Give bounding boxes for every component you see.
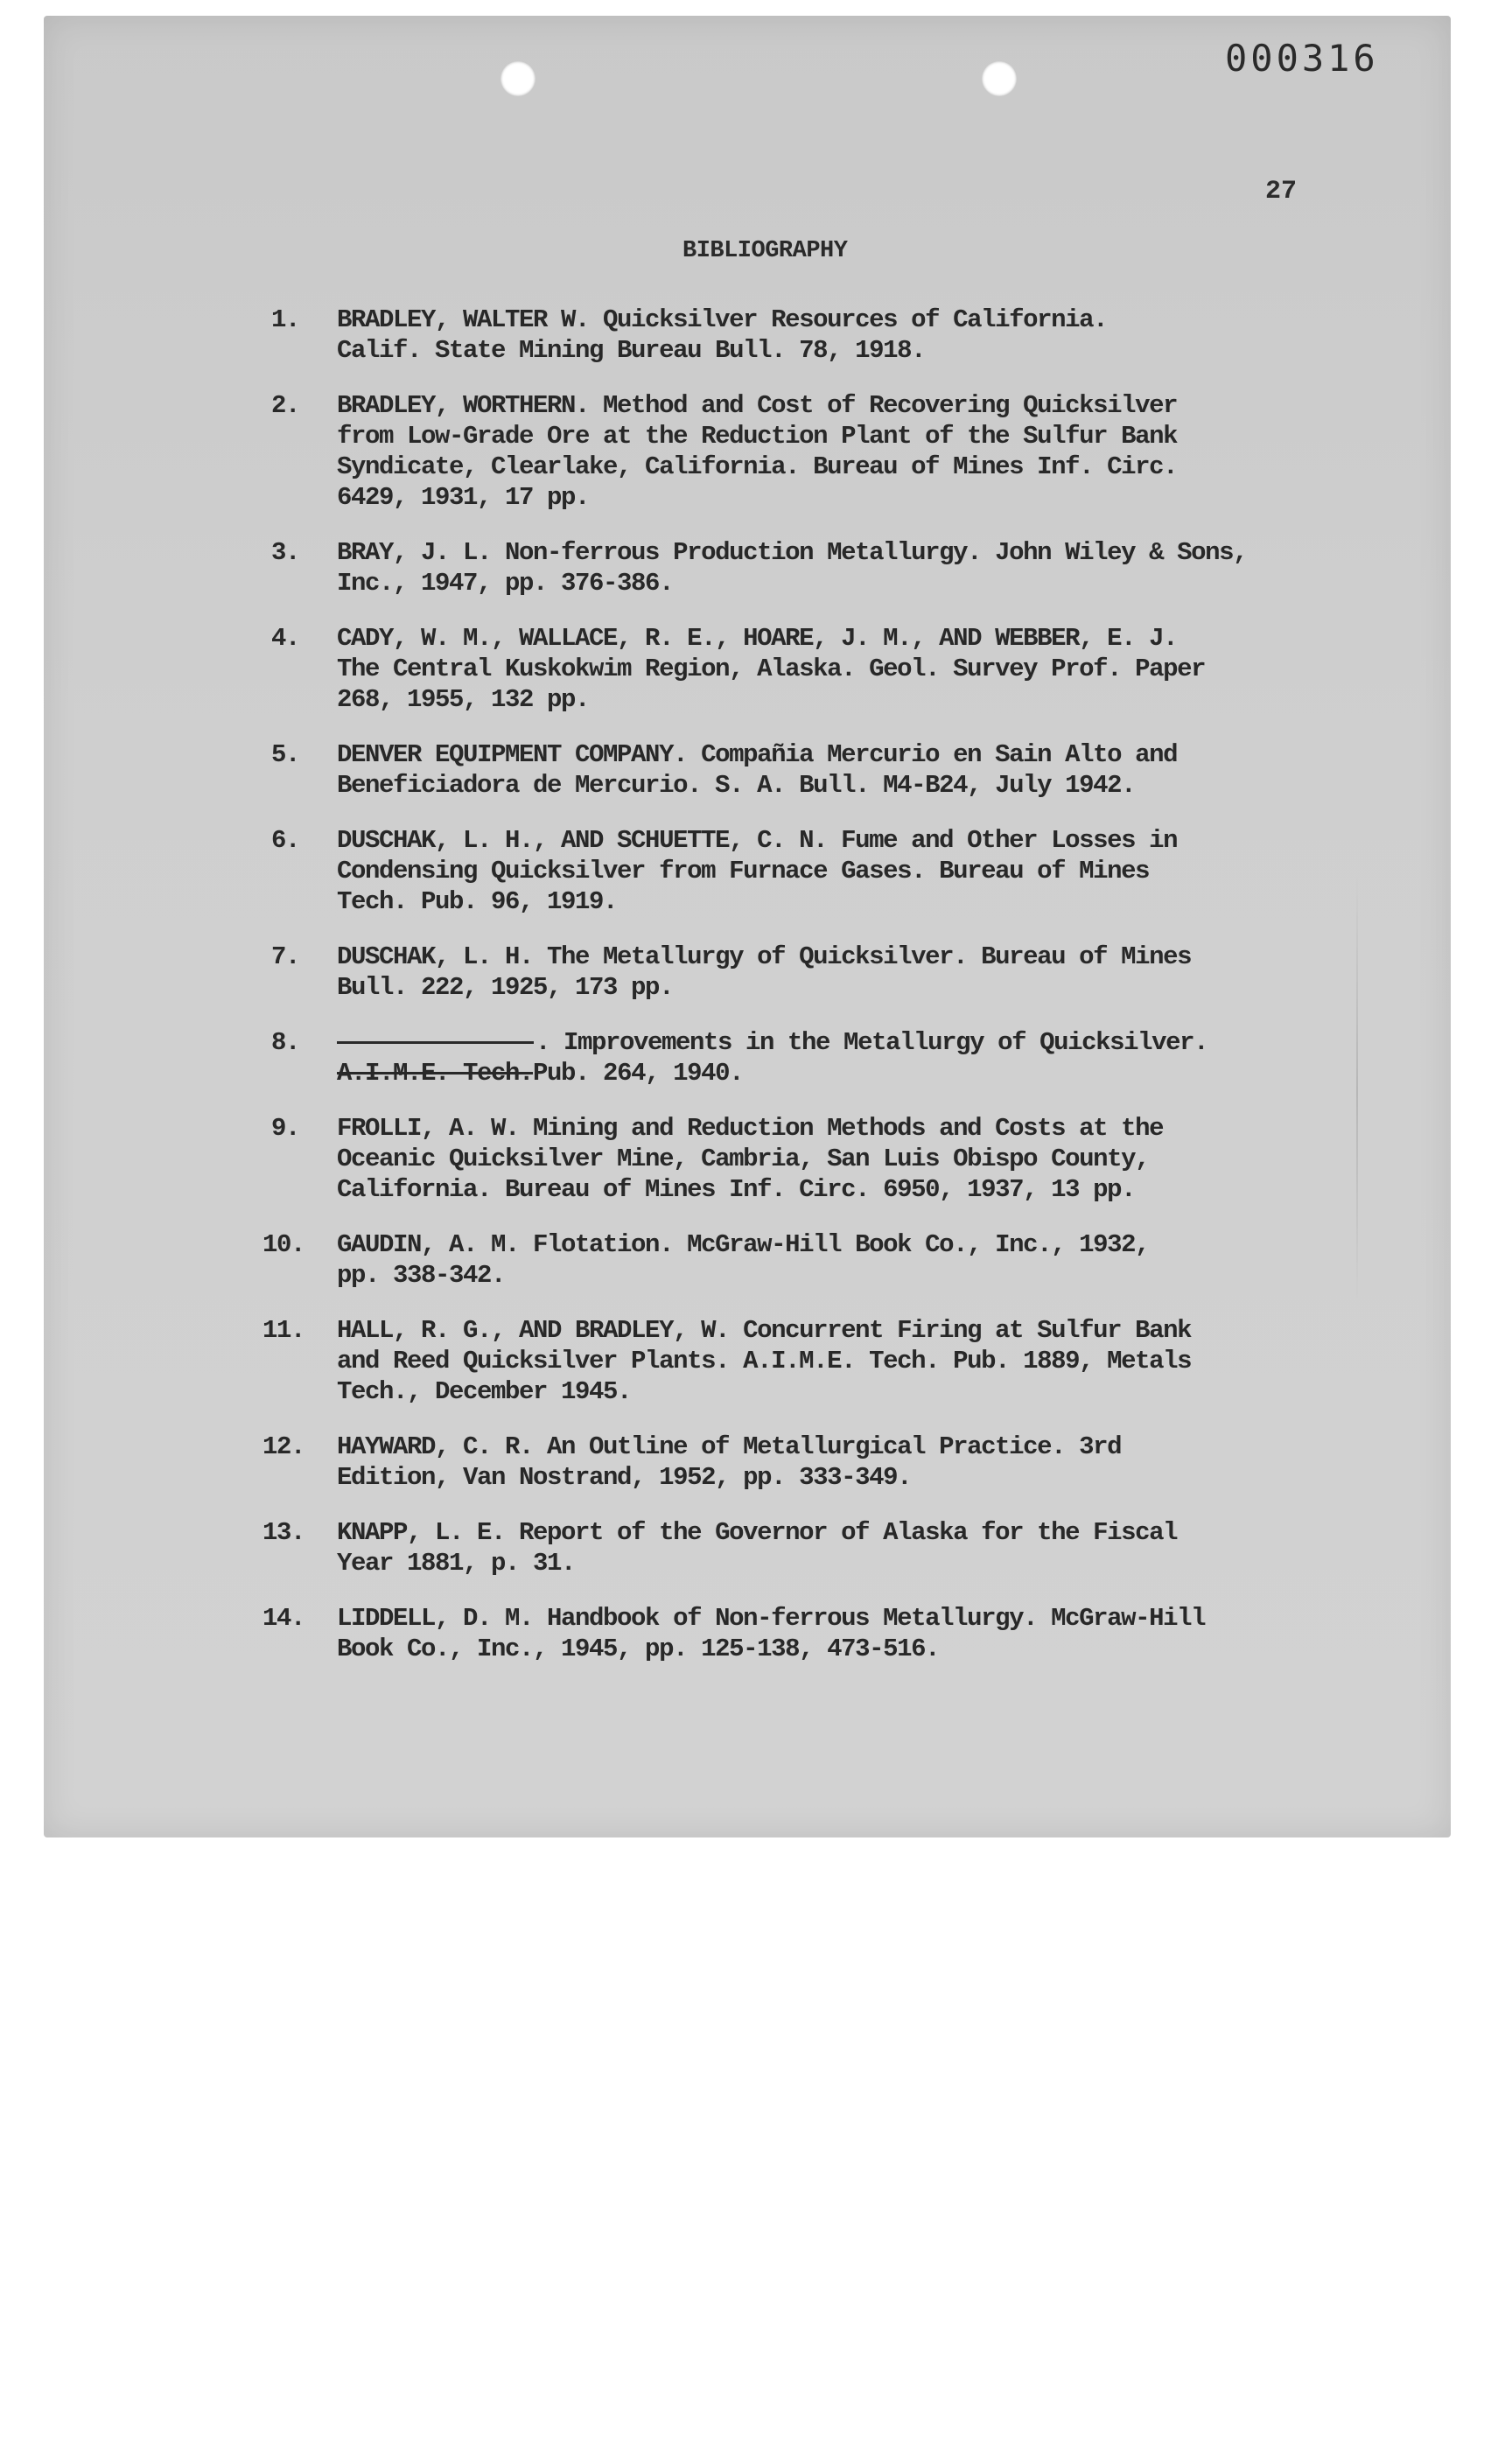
entry-text: KNAPP, L. E. Report of the Governor of Alaska for the Fiscal Year 1881, p. 31. (337, 1518, 1178, 1578)
entry-text: FROLLI, A. W. Mining and Reduction Methods and Costs at the Oceanic Quicksilver Mine, Cambria, San Luis Obispo County, California. Bureau of Mines Inf. Circ. 6950, 1937, 13 pp. (337, 1114, 1164, 1204)
entry-number: 13. (262, 1518, 305, 1547)
entry-text-line2: Pub. 264, 1940. (533, 1059, 744, 1088)
punch-hole-left (500, 61, 536, 96)
punch-hole-right (982, 61, 1017, 96)
repeated-author-line (337, 1041, 534, 1044)
entry-number: 5. (271, 740, 300, 769)
entry-number: 8. (271, 1028, 300, 1057)
entry-number: 7. (271, 942, 300, 971)
bibliography-entry (262, 1432, 1374, 1493)
entry-text: BRADLEY, WORTHERN. Method and Cost of Recovering Quicksilver from Low-Grade Ore at the Reduction Plant of the Sulfur Bank Syndicate, Clearlake, California. Bureau of Mines Inf. Circ. 6429, 1931, 17 pp. (337, 391, 1178, 512)
bibliography-list (262, 304, 1374, 1664)
document-page (44, 16, 1451, 1838)
page-number: 27 (1265, 177, 1298, 206)
bibliography-entry (271, 537, 1374, 598)
entry-number: 11. (262, 1316, 305, 1345)
bibliography-entry (271, 390, 1374, 513)
entry-number: 10. (262, 1230, 305, 1259)
bibliography-entry (271, 1113, 1374, 1205)
entry-number: 1. (271, 305, 300, 334)
entry-text: DENVER EQUIPMENT COMPANY. Compañia Mercurio en Sain Alto and Beneficiadora de Mercurio. S. A. Bull. M4-B24, July 1942. (337, 740, 1178, 800)
bibliography-entry (262, 1603, 1374, 1664)
entry-number: 9. (271, 1114, 300, 1143)
entry-number: 2. (271, 391, 300, 420)
entry-number: 6. (271, 826, 300, 855)
entry-text: LIDDELL, D. M. Handbook of Non-ferrous Metallurgy. McGraw-Hill Book Co., Inc., 1945, pp. 125-138, 473-516. (337, 1604, 1206, 1663)
bibliography-entry (262, 1315, 1374, 1407)
struck-through-text: A.I.M.E. Tech. (337, 1059, 534, 1088)
bibliography-entry (271, 739, 1374, 801)
entry-text: DUSCHAK, L. H. The Metallurgy of Quicksilver. Bureau of Mines Bull. 222, 1925, 173 pp. (337, 942, 1192, 1002)
entry-text: HALL, R. G., AND BRADLEY, W. Concurrent Firing at Sulfur Bank and Reed Quicksilver Plants. A.I.M.E. Tech. Pub. 1889, Metals Tech., December 1945. (337, 1316, 1192, 1406)
bibliography-entry (271, 942, 1374, 1003)
bibliography-entry (271, 304, 1374, 366)
page-title: BIBLIOGRAPHY (682, 238, 848, 264)
bibliography-entry (271, 825, 1374, 917)
entry-number: 3. (271, 538, 300, 567)
entry-number: 14. (262, 1604, 305, 1633)
entry-text: BRAY, J. L. Non-ferrous Production Metallurgy. John Wiley & Sons, Inc., 1947, pp. 376-386. (337, 538, 1248, 598)
entry-number: 4. (271, 624, 300, 653)
entry-text: DUSCHAK, L. H., AND SCHUETTE, C. N. Fume and Other Losses in Condensing Quicksilver from Furnace Gases. Bureau of Mines Tech. Pub. 96, 1919. (337, 826, 1178, 916)
bibliography-entry (262, 1517, 1374, 1578)
entry-text: GAUDIN, A. M. Flotation. McGraw-Hill Book Co., Inc., 1932, pp. 338-342. (337, 1230, 1150, 1290)
entry-text: HAYWARD, C. R. An Outline of Metallurgical Practice. 3rd Edition, Van Nostrand, 1952, pp. 333-349. (337, 1432, 1122, 1492)
bibliography-entry (271, 623, 1374, 715)
entry-text (337, 1027, 1374, 1088)
entry-text: BRADLEY, WALTER W. Quicksilver Resources of California. Calif. State Mining Bureau Bull. 78, 1918. (337, 305, 1108, 365)
bibliography-entry (262, 1229, 1374, 1291)
entry-text-line1: . Improvements in the Metallurgy of Quicksilver. (536, 1028, 1208, 1057)
entry-number: 12. (262, 1432, 305, 1461)
bibliography-entry (271, 1027, 1374, 1088)
document-stamp-number: 000316 (1225, 37, 1379, 80)
entry-text: CADY, W. M., WALLACE, R. E., HOARE, J. M., AND WEBBER, E. J. The Central Kuskokwim Region, Alaska. Geol. Survey Prof. Paper 268, 1955, 132 pp. (337, 624, 1206, 714)
